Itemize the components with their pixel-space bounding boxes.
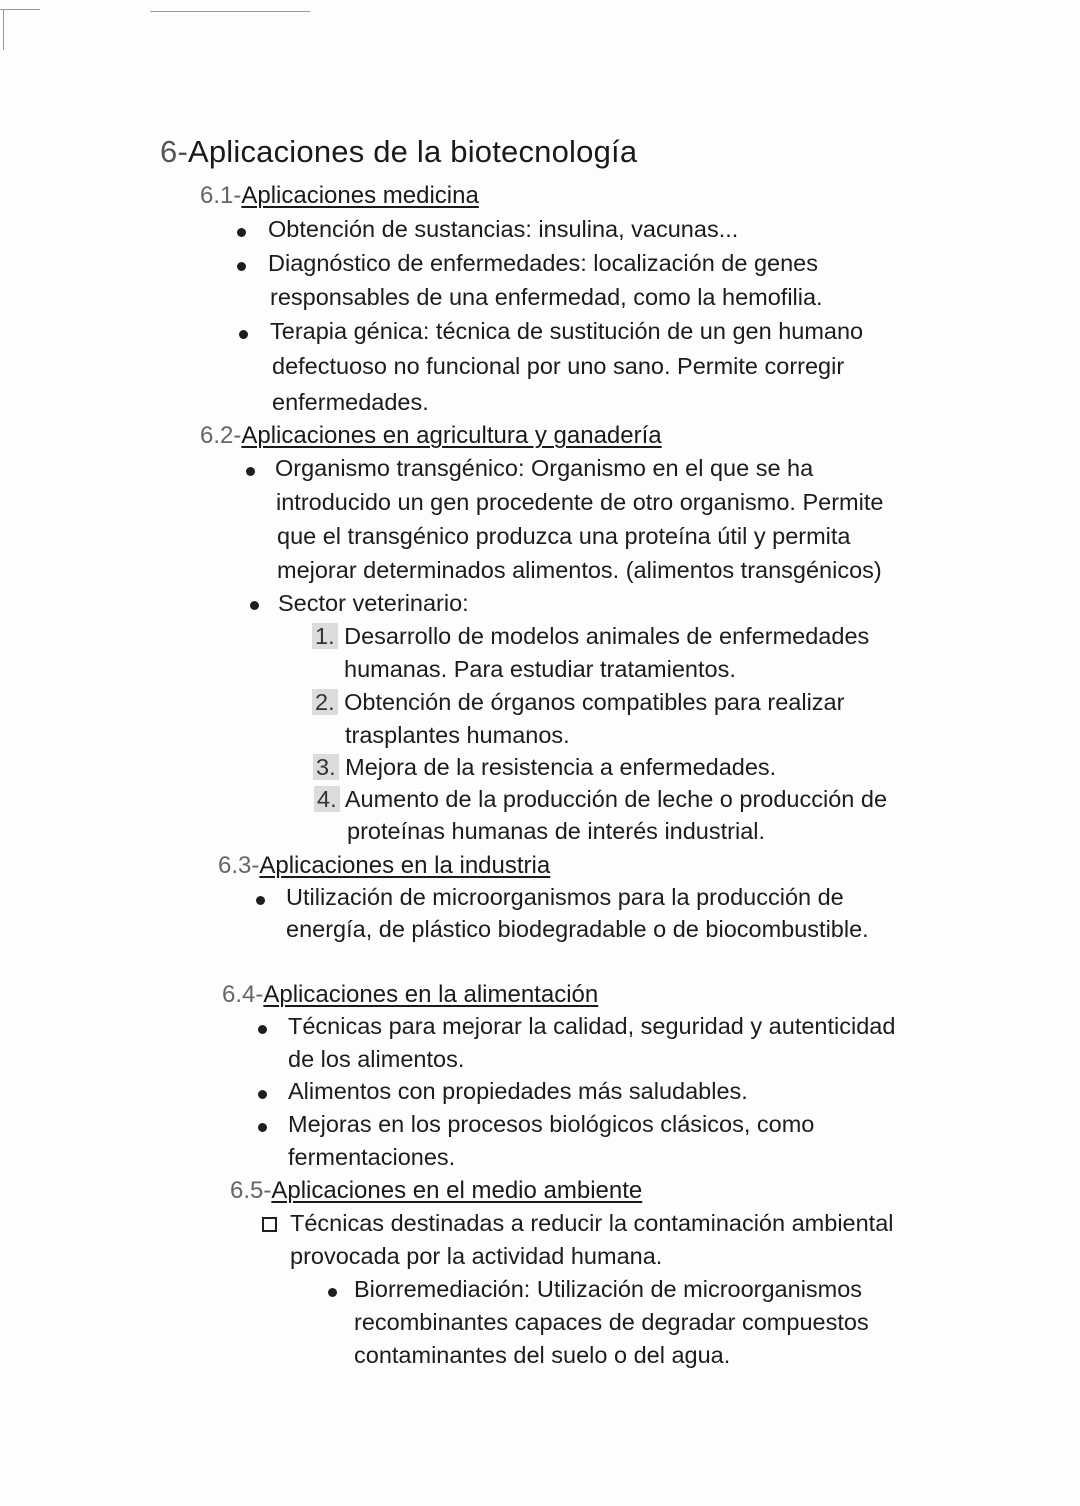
item-number: 4. [314, 786, 340, 812]
list-item-line: Organismo transgénico: Organismo en el que se ha [275, 455, 814, 481]
numbered-item-2 [312, 689, 844, 716]
list-item-line: contaminantes del suelo o del agua. [354, 1342, 731, 1368]
section-title: Aplicaciones en el medio ambiente [271, 1177, 643, 1204]
list-item-line: mejorar determinados alimentos. (alimentos transgénicos) [277, 557, 882, 583]
list-item-line: Terapia génica: técnica de sustitución de un gen humano [270, 318, 864, 344]
list-item-line: proteínas humanas de interés industrial. [347, 818, 766, 844]
checkbox-icon [262, 1217, 277, 1232]
bullet-icon [256, 896, 265, 905]
bullet-icon [250, 601, 259, 610]
list-item-line: Diagnóstico de enfermedades: localización de genes [268, 250, 818, 276]
section-number: 6.3- [218, 852, 260, 879]
list-item-line: responsables de una enfermedad, como la hemofilia. [270, 284, 823, 310]
item-number: 2. [312, 689, 338, 715]
list-item-line: Aumento de la producción de leche o producción de [344, 786, 888, 812]
section-title: Aplicaciones en la alimentación [263, 981, 599, 1008]
section-title: Aplicaciones medicina [241, 182, 479, 209]
list-item-line: Sector veterinario: [278, 590, 469, 616]
bullet-icon [258, 1090, 267, 1099]
list-item-line: de los alimentos. [288, 1046, 465, 1072]
list-item-line: defectuoso no funcional por uno sano. Permite corregir [272, 353, 845, 379]
list-item-line: Obtención de sustancias: insulina, vacunas... [268, 216, 739, 242]
section-heading-agricultura [200, 422, 662, 450]
list-item-line: Mejora de la resistencia a enfermedades. [345, 754, 777, 780]
item-number: 3. [313, 754, 339, 780]
section-number: 6.2- [200, 422, 242, 449]
section-number: 6.4- [222, 981, 264, 1008]
list-item-line: introducido un gen procedente de otro organismo. Permite [276, 489, 884, 515]
list-item-line: Obtención de órganos compatibles para realizar [344, 689, 845, 715]
list-item-line: recombinantes capaces de degradar compuestos [354, 1309, 869, 1335]
page-title [160, 134, 637, 170]
bullet-icon [258, 1025, 267, 1034]
bullet-icon [237, 228, 246, 237]
bullet-icon [239, 330, 248, 339]
section-number: 6.1- [200, 182, 242, 209]
list-item-line: Utilización de microorganismos para la producción de [286, 884, 844, 910]
section-heading-medicina [200, 182, 479, 210]
bullet-icon [246, 467, 255, 476]
list-item-line: trasplantes humanos. [345, 722, 570, 748]
section-number: 6.5- [230, 1177, 272, 1204]
bullet-icon [258, 1123, 267, 1132]
section-title: Aplicaciones en agricultura y ganadería [241, 422, 662, 449]
section-heading-medio-ambiente [230, 1177, 642, 1205]
title-number: 6- [160, 134, 188, 169]
section-heading-alimentacion [222, 981, 598, 1009]
list-item-line: Técnicas destinadas a reducir la contaminación ambiental [290, 1210, 894, 1236]
section-title: Aplicaciones en la industria [259, 852, 551, 879]
list-item-line: energía, de plástico biodegradable o de biocombustible. [286, 916, 869, 942]
item-number: 1. [312, 623, 338, 649]
bullet-icon [237, 262, 246, 271]
list-item-line: Técnicas para mejorar la calidad, seguridad y autenticidad [288, 1013, 896, 1039]
numbered-item-1 [312, 623, 869, 650]
list-item-line: Biorremediación: Utilización de microorganismos [354, 1276, 863, 1302]
list-item-line: Mejoras en los procesos biológicos clásicos, como [288, 1111, 815, 1137]
bullet-icon [328, 1288, 337, 1297]
list-item-line: fermentaciones. [288, 1144, 456, 1170]
list-item-line: Desarrollo de modelos animales de enfermedades [344, 623, 870, 649]
numbered-item-4 [314, 786, 887, 813]
section-heading-industria [218, 852, 550, 880]
list-item-line: Alimentos con propiedades más saludables. [288, 1078, 748, 1104]
list-item-line: humanas. Para estudiar tratamientos. [344, 656, 736, 682]
title-text: Aplicaciones de la biotecnología [187, 134, 638, 169]
list-item-line: provocada por la actividad humana. [290, 1243, 663, 1269]
list-item-line: enfermedades. [272, 389, 429, 415]
list-item-line: que el transgénico produzca una proteína útil y permita [277, 523, 851, 549]
numbered-item-3 [313, 754, 776, 781]
